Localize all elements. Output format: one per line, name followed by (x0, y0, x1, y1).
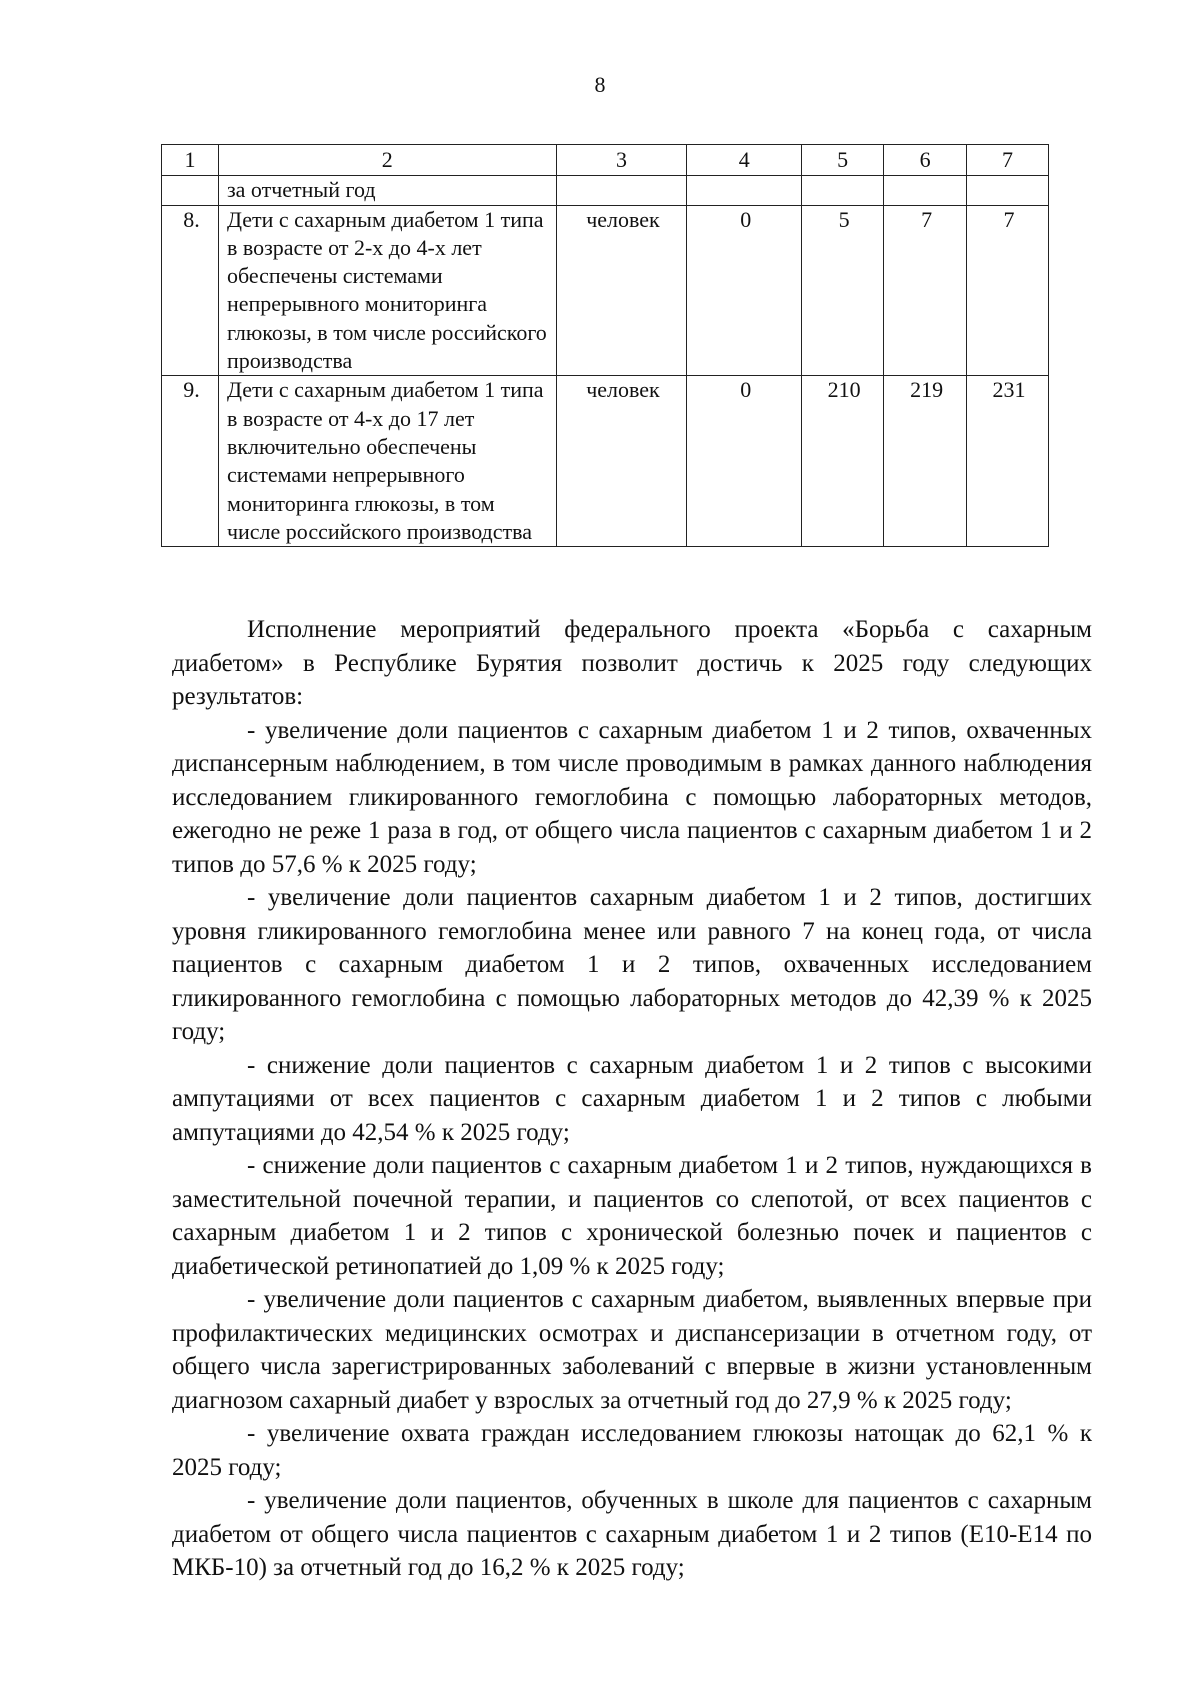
row-number: 9. (162, 376, 219, 547)
result-item: - снижение доли пациентов с сахарным диабетом 1 и 2 типов, нуждающихся в заместительной почечной терапии, и пациентов со слепотой, от всех пациентов с сахарным диабетом 1 и 2 типов с хронической болезнью почек и пациентов с диабетической ретинопатией до 1,09 % к 2025 году; (172, 1152, 1092, 1280)
row-unit: человек (556, 205, 687, 376)
body-text (172, 613, 1092, 1585)
table-row (162, 205, 1049, 376)
column-number-3: 3 (556, 145, 687, 176)
result-item: - увеличение доли пациентов с сахарным диабетом 1 и 2 типов, охваченных диспансерным наблюдением, в том числе проводимым в рамках данного наблюдения исследованием гликированного гемоглобина с помощью лабораторных методов, ежегодно не реже 1 раза в год, от общего числа пациентов с сахарным диабетом 1 и 2 типов до 57,6 % к 2025 году; (172, 716, 1092, 878)
column-number-2: 2 (218, 145, 556, 176)
page-number: 8 (594, 72, 606, 97)
row-number: 8. (162, 205, 219, 376)
table-header-row (162, 145, 1049, 176)
row-value-col4: 0 (687, 376, 802, 547)
table-row-continuation (162, 176, 1049, 205)
column-number-5: 5 (802, 145, 884, 176)
column-number-6: 6 (884, 145, 967, 176)
result-item: - увеличение доли пациентов, обученных в школе для пациентов с сахарным диабетом от общего числа пациентов с сахарным диабетом 1 и 2 типов (Е10-Е14 по МКБ-10) за отчетный год до 16,2 % к 2025 году; (172, 1487, 1092, 1581)
result-item: - увеличение охвата граждан исследованием глюкозы натощак до 62,1 % к 2025 году; (172, 1420, 1092, 1481)
row-value-col5: 210 (802, 376, 884, 547)
row-value-col7: 7 (967, 205, 1049, 376)
row-description: Дети с сахарным диабетом 1 типа в возрасте от 2-х до 4-х лет обеспечены системами непрерывного мониторинга глюкозы, в том числе российского производства (218, 205, 556, 376)
row-value-col4: 0 (687, 205, 802, 376)
row-value-col5: 5 (802, 205, 884, 376)
row-value-col7: 231 (967, 376, 1049, 547)
empty-cell (884, 176, 967, 205)
indicators-table (161, 144, 1049, 547)
result-item: - увеличение доли пациентов сахарным диабетом 1 и 2 типов, достигших уровня гликированного гемоглобина менее или равного 7 на конец года, от числа пациентов с сахарным диабетом 1 и 2 типов, охваченных исследованием гликированного гемоглобина с помощью лабораторных методов до 42,39 % к 2025 году; (172, 884, 1092, 1045)
continuation-text: за отчетный год (218, 176, 556, 205)
table-row (162, 376, 1049, 547)
column-number-4: 4 (687, 145, 802, 176)
row-value-col6: 219 (884, 376, 967, 547)
row-description: Дети с сахарным диабетом 1 типа в возрасте от 4-х до 17 лет включительно обеспечены системами непрерывного мониторинга глюкозы, в том числе российского производства (218, 376, 556, 547)
intro-paragraph: Исполнение мероприятий федерального проекта «Борьба с сахарным диабетом» в Республике Бурятия позволит достичь к 2025 году следующих результатов: (172, 616, 1092, 710)
result-item: - снижение доли пациентов с сахарным диабетом 1 и 2 типов с высокими ампутациями от всех пациентов с сахарным диабетом 1 и 2 типов с любыми ампутациями до 42,54 % к 2025 году; (172, 1051, 1092, 1146)
empty-cell (802, 176, 884, 205)
empty-cell (687, 176, 802, 205)
empty-cell (967, 176, 1049, 205)
row-unit: человек (556, 376, 687, 547)
result-item: - увеличение доли пациентов с сахарным диабетом, выявленных впервые при профилактических медицинских осмотрах и диспансеризации в отчетном году, от общего числа зарегистрированных заболеваний с впервые в жизни установленным диагнозом сахарный диабет у взрослых за отчетный год до 27,9 % к 2025 году; (172, 1286, 1092, 1414)
row-value-col6: 7 (884, 205, 967, 376)
empty-cell (556, 176, 687, 205)
column-number-1: 1 (162, 145, 219, 176)
empty-cell (162, 176, 219, 205)
column-number-7: 7 (967, 145, 1049, 176)
